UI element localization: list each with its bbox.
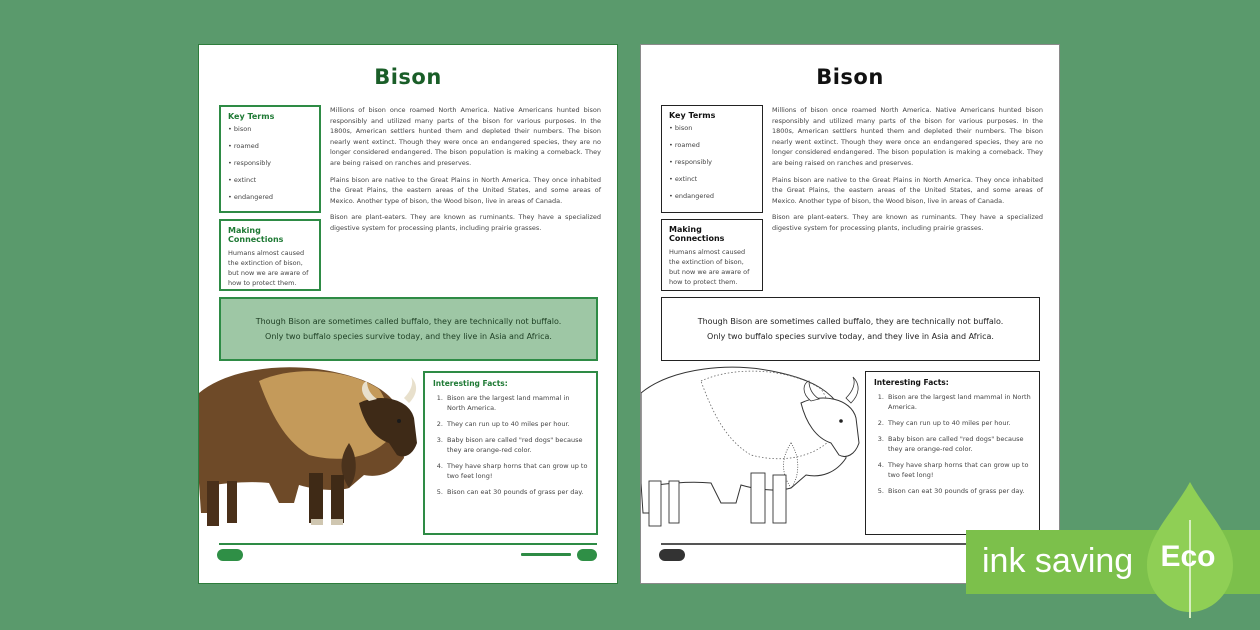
bison-illustration <box>199 363 424 543</box>
page-title: Bison <box>374 65 442 89</box>
key-terms-heading: Key Terms <box>669 111 716 120</box>
ink-saving-label: ink saving <box>982 542 1134 580</box>
key-term: • roamed <box>669 141 700 149</box>
fact-item: 5. Bison can eat 30 pounds of grass per day. <box>436 488 584 496</box>
connections-box <box>219 219 321 291</box>
facts-heading: Interesting Facts: <box>874 378 949 387</box>
key-term: • responsibly <box>669 158 713 166</box>
key-term: • roamed <box>228 142 259 150</box>
connections-heading: Making Connections <box>228 226 284 244</box>
worksheet-bw[interactable] <box>640 44 1060 584</box>
paragraph: Millions of bison once roamed North America. Native Americans hunted bison responsibly and utilized many parts of the bison for various purposes. In the 1800s, American settlers hunted them and depleted their numbers. The bison nearly went extinct. Though they were once an endangered species, they are no longer considered endangered. The bison population is making a comeback. They are being raised on ranches and preserves. <box>772 106 1043 167</box>
connections-box <box>661 219 763 291</box>
callout-line: Though Bison are sometimes called buffalo, they are technically not buffalo. <box>697 317 1004 326</box>
key-term: • bison <box>228 125 252 133</box>
paragraph: Plains bison are native to the Great Plains in North America. They once inhabited the Great Plains, the eastern areas of the United States, and some areas of Mexico. Another type of bison, the Wood bison, live in areas of Canada. <box>772 175 1043 205</box>
fact-item: 5. Bison can eat 30 pounds of grass per day. <box>877 487 1025 495</box>
brand-logo <box>217 549 243 561</box>
fact-item: 3. Baby bison are called "red dogs" because they are orange-red color. <box>877 435 1024 453</box>
page-title: Bison <box>816 65 884 89</box>
connections-heading: Making Connections <box>669 225 725 243</box>
callout-line: Though Bison are sometimes called buffalo, they are technically not buffalo. <box>255 317 562 326</box>
fact-item: 1. Bison are the largest land mammal in North America. <box>436 394 570 412</box>
fact-item: 2. They can run up to 40 miles per hour. <box>436 420 570 428</box>
key-terms-heading: Key Terms <box>228 112 275 121</box>
callout-line: Only two buffalo species survive today, and they live in Asia and Africa. <box>707 332 994 341</box>
key-term: • extinct <box>228 176 257 184</box>
key-term: • bison <box>669 124 693 132</box>
connections-text: Humans almost caused the extinction of bison, but now we are aware of how to protect them. <box>669 248 750 286</box>
key-term: • endangered <box>228 193 274 201</box>
article-body <box>772 105 1043 240</box>
fact-item: 4. They have sharp horns that can grow up to two feet long! <box>436 462 588 480</box>
connections-text: Humans almost caused the extinction of bison, but now we are aware of how to protect them. <box>228 249 309 287</box>
key-term: • endangered <box>669 192 715 200</box>
footer-url <box>521 553 571 556</box>
paragraph: Millions of bison once roamed North America. Native Americans hunted bison responsibly and utilized many parts of the bison for various purposes. In the 1800s, American settlers hunted them and depleted their numbers. The bison nearly went extinct. Though they were once an endangered species, they are no longer considered endangered. The bison population is making a comeback. They are being raised on ranches and preserves. <box>330 106 601 167</box>
key-terms-box <box>219 105 321 213</box>
brand-logo <box>659 549 685 561</box>
eco-badge-label: Eco <box>1160 540 1216 573</box>
fact-item: 3. Baby bison are called "red dogs" because they are orange-red color. <box>436 436 583 454</box>
article-body <box>330 105 601 240</box>
fact-item: 1. Bison are the largest land mammal in North America. <box>877 393 1031 411</box>
facts-heading: Interesting Facts: <box>433 379 508 388</box>
paragraph: Bison are plant-eaters. They are known as ruminants. They have a specialized digestive system for processing plants, including prairie grasses. <box>772 213 1043 232</box>
key-term: • responsibly <box>228 159 272 167</box>
fact-item: 4. They have sharp horns that can grow up to two feet long! <box>877 461 1029 479</box>
footer-divider <box>219 543 597 545</box>
brand-logo-small <box>577 549 597 561</box>
buffalo-callout <box>219 297 598 361</box>
bison-line-illustration <box>641 363 866 543</box>
paragraph: Plains bison are native to the Great Plains in North America. They once inhabited the Great Plains, the eastern areas of the United States, and some areas of Mexico. Another type of bison, the Wood bison, live in areas of Canada. <box>330 175 601 205</box>
fact-item: 2. They can run up to 40 miles per hour. <box>877 419 1011 427</box>
interesting-facts-box <box>423 371 598 535</box>
callout-line: Only two buffalo species survive today, and they live in Asia and Africa. <box>265 332 552 341</box>
buffalo-callout <box>661 297 1040 361</box>
key-terms-box <box>661 105 763 213</box>
interesting-facts-box <box>865 371 1040 535</box>
key-term: • extinct <box>669 175 698 183</box>
paragraph: Bison are plant-eaters. They are known as ruminants. They have a specialized digestive system for processing plants, including prairie grasses. <box>330 213 601 232</box>
worksheet-color[interactable] <box>198 44 618 584</box>
